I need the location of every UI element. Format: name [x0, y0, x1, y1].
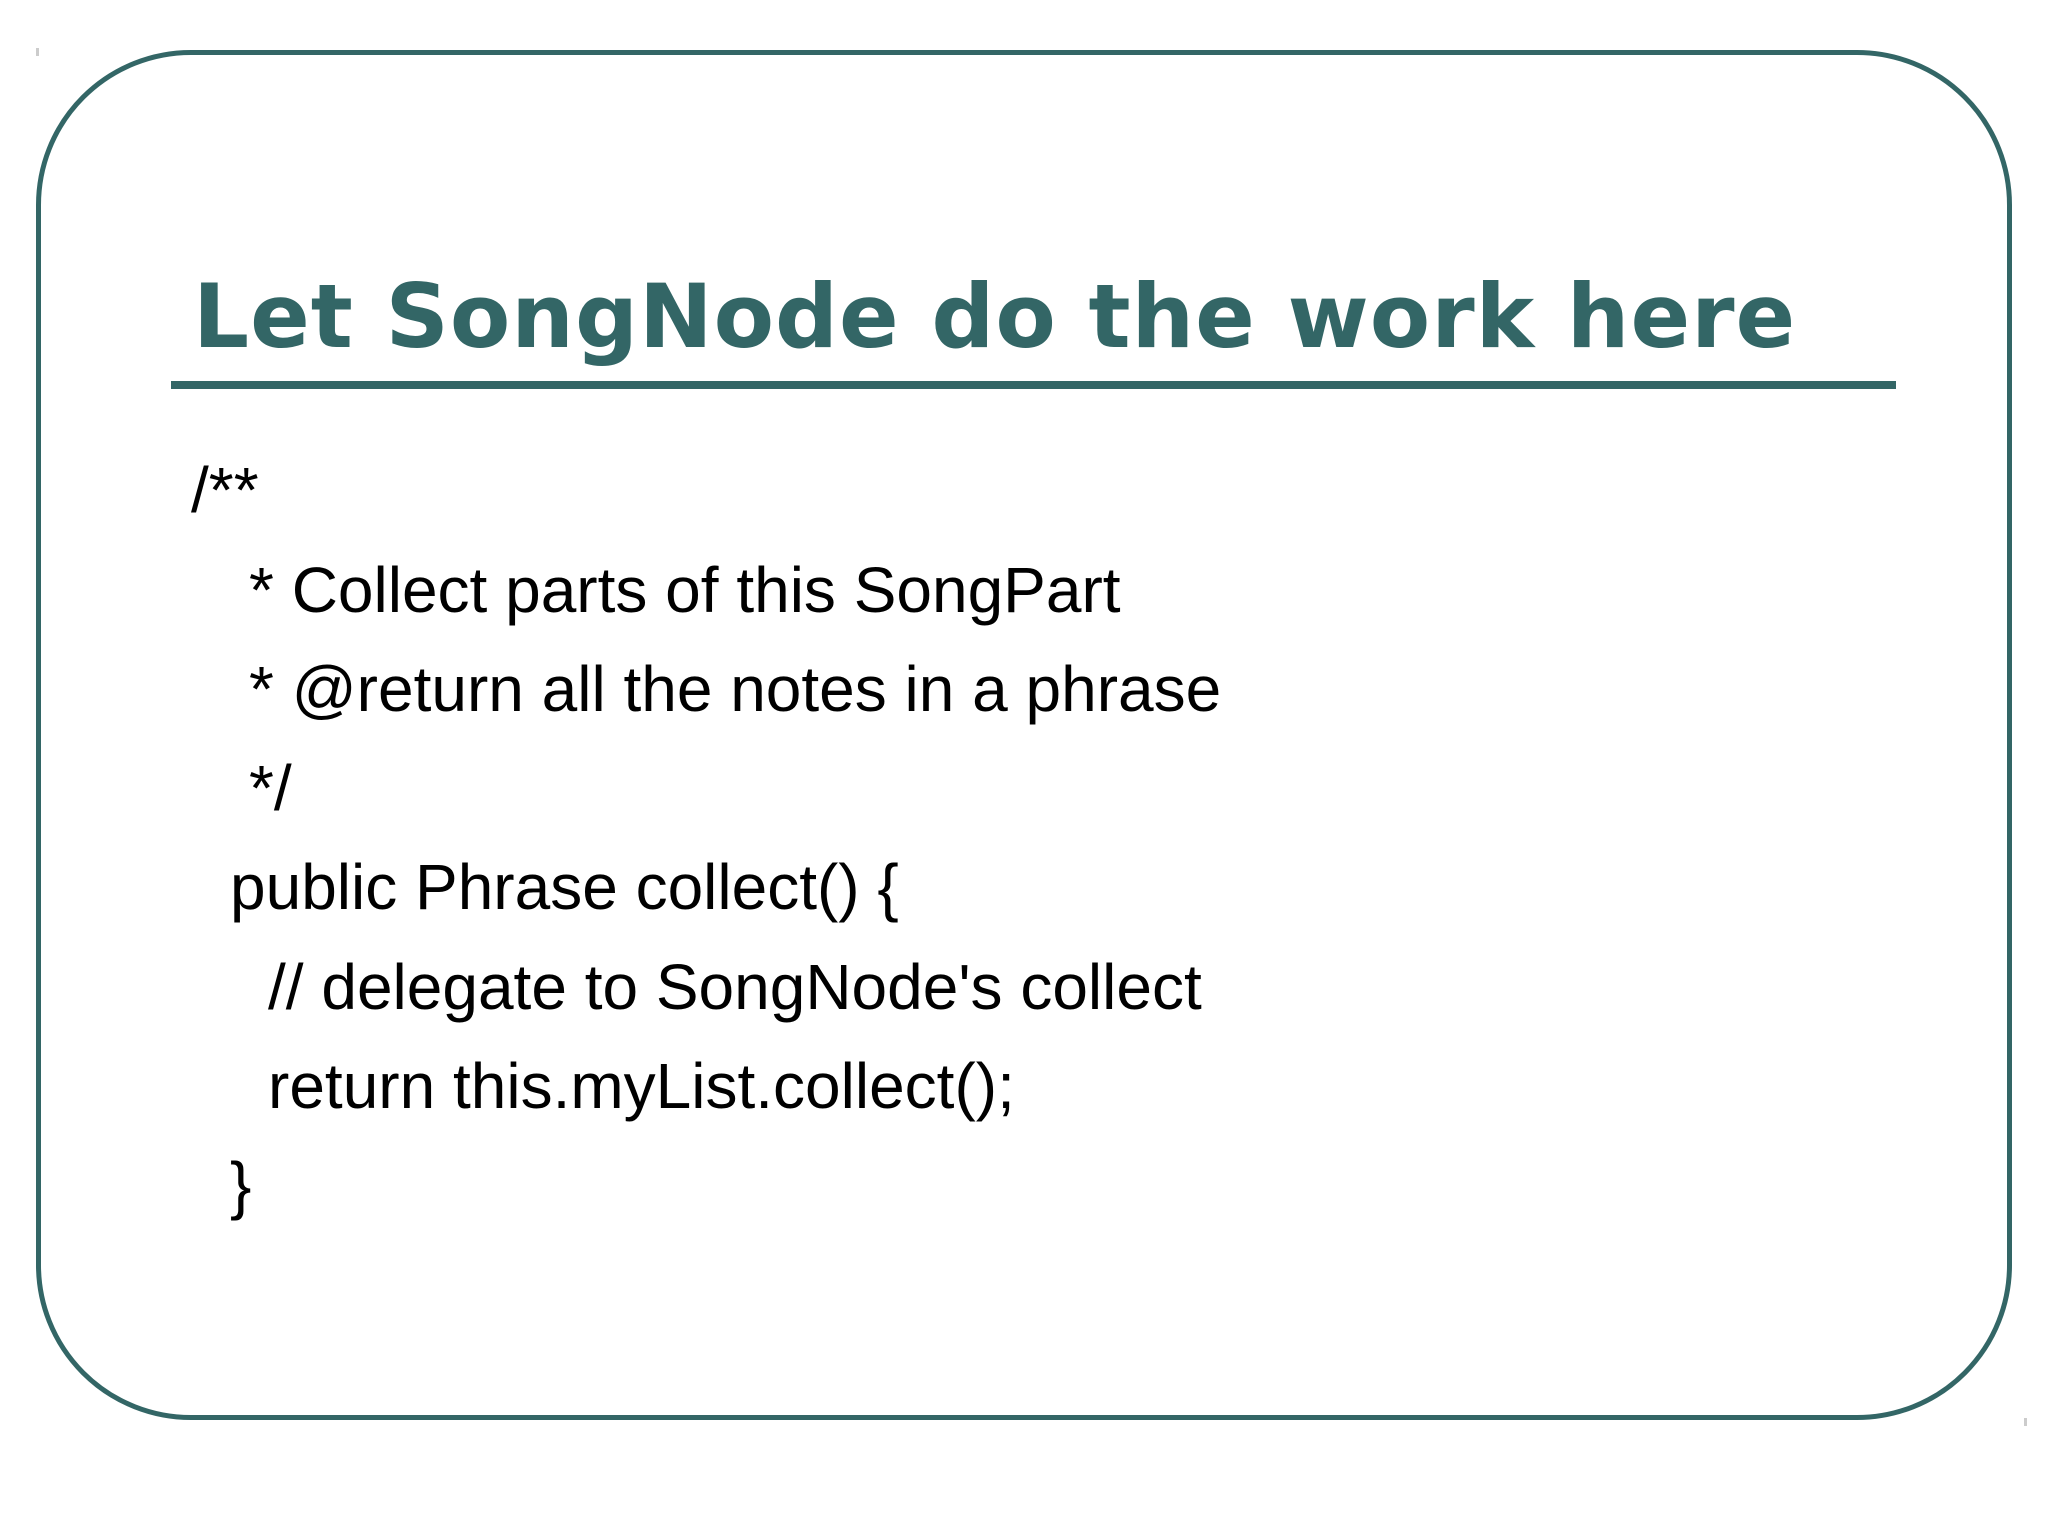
- code-line-comment-return: * @return all the notes in a phrase: [249, 653, 1222, 725]
- code-line-closing-brace: }: [230, 1149, 252, 1221]
- corner-mark-top-left: [36, 48, 39, 56]
- code-line-return-statement: return this.myList.collect();: [268, 1050, 1015, 1122]
- code-line-comment-open: /**: [191, 454, 259, 526]
- corner-mark-bottom-right: [2024, 1418, 2027, 1426]
- title-underline: [171, 381, 1896, 389]
- code-line-comment-description: * Collect parts of this SongPart: [249, 554, 1121, 626]
- code-line-inline-comment: // delegate to SongNode's collect: [268, 951, 1202, 1023]
- slide-frame: [36, 50, 2012, 1420]
- code-line-comment-close: */: [249, 752, 292, 824]
- code-line-method-signature: public Phrase collect() {: [230, 851, 899, 923]
- slide-title: Let SongNode do the work here: [193, 265, 1797, 368]
